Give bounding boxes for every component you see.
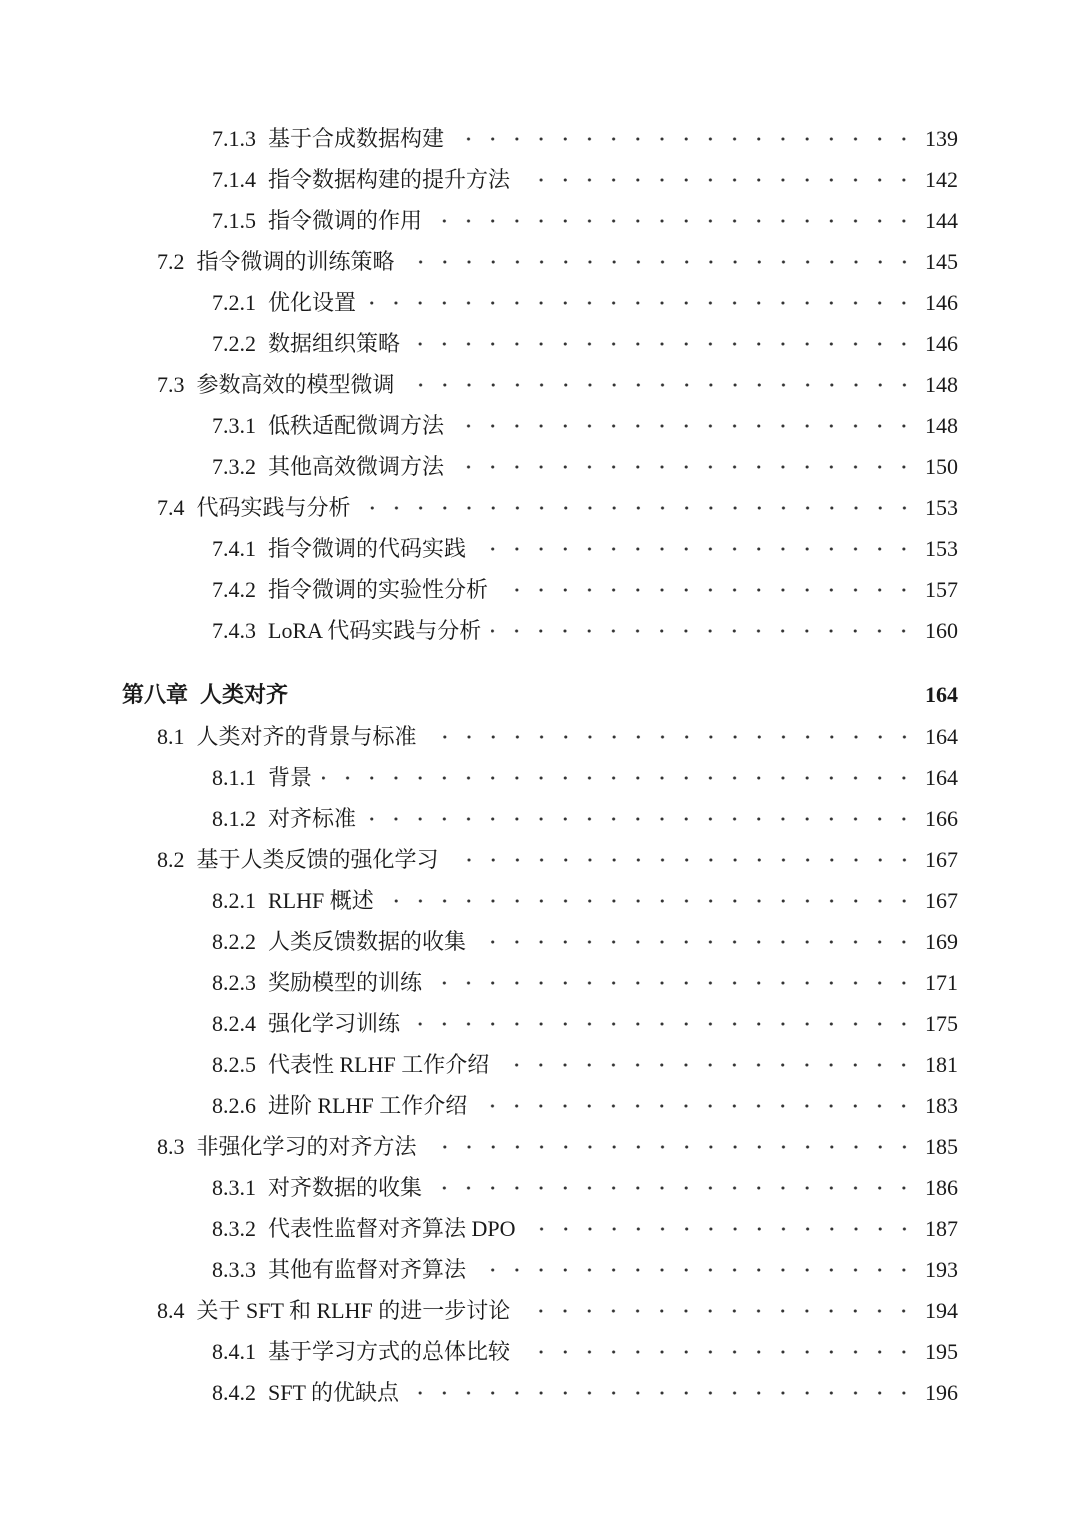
toc-entry-title: 基于学习方式的总体比较 [268, 1339, 511, 1364]
toc-entry-title: 强化学习训练 [268, 1011, 401, 1036]
toc-dot-leader [476, 1252, 920, 1288]
toc-entry-page-number: 169 [925, 929, 958, 954]
toc-dot-leader [454, 408, 920, 444]
toc-subsection-entry [212, 449, 958, 485]
toc-dot-leader [366, 285, 920, 321]
toc-entry-number: 7.3.1 [212, 413, 256, 438]
toc-dot-leader [499, 1047, 920, 1083]
toc-dot-leader [476, 924, 920, 960]
toc-subsection-entry [212, 1088, 958, 1124]
toc-dot-leader [454, 449, 920, 485]
toc-entry-title: 代表性监督对齐算法 DPO [268, 1216, 516, 1241]
toc-dot-leader [449, 842, 920, 878]
toc-entry-page-number: 164 [925, 724, 958, 749]
toc-entry-page-number: 183 [925, 1093, 958, 1118]
toc-section-entry [157, 719, 958, 755]
toc-entry-page-number: 181 [925, 1052, 958, 1077]
toc-entry-title: 指令微调的实验性分析 [268, 577, 489, 602]
toc-entry-title: 基于合成数据构建 [268, 126, 445, 151]
toc-dot-leader [405, 367, 920, 403]
toc-dot-leader [454, 121, 920, 157]
toc-entry-number: 8.2.4 [212, 1011, 256, 1036]
toc-entry-title: 代码实践与分析 [196, 495, 351, 520]
toc-entry-number: 7.2.2 [212, 331, 256, 356]
toc-entry-title: 数据组织策略 [268, 331, 401, 356]
toc-subsection-entry [212, 203, 958, 239]
toc-entry-number: 8.3.3 [212, 1257, 256, 1282]
toc-subsection-entry [212, 408, 958, 444]
toc-subsection-entry [212, 613, 958, 649]
toc-entry-title: 非强化学习的对齐方法 [196, 1134, 417, 1159]
toc-dot-leader [405, 244, 920, 280]
toc-subsection-entry [212, 1170, 958, 1206]
toc-entry-page-number: 167 [925, 888, 958, 913]
toc-entry-number: 7.2 [157, 249, 185, 274]
toc-entry-number: 8.2.6 [212, 1093, 256, 1118]
toc-entry-number: 7.2.1 [212, 290, 256, 315]
toc-entry-title: LoRA 代码实践与分析 [268, 618, 482, 643]
toc-dot-leader [526, 1211, 920, 1247]
toc-entry-title: 其他有监督对齐算法 [268, 1257, 467, 1282]
toc-entry-title: 指令数据构建的提升方法 [268, 167, 511, 192]
toc-entry-number: 8.1.2 [212, 806, 256, 831]
toc-subsection-entry [212, 1006, 958, 1042]
toc-entry-number: 7.1.5 [212, 208, 256, 233]
toc-dot-leader [410, 326, 920, 362]
toc-entry-number: 8.2.1 [212, 888, 256, 913]
toc-dot-leader [520, 1293, 920, 1329]
toc-dot-leader [427, 719, 920, 755]
toc-entry-page-number: 194 [925, 1298, 958, 1323]
toc-entry-page-number: 167 [925, 847, 958, 872]
toc-subsection-entry [212, 1334, 958, 1370]
toc-subsection-entry [212, 285, 958, 321]
toc-entry-page-number: 145 [925, 249, 958, 274]
toc-dot-leader [491, 613, 920, 649]
toc-entry-title: 优化设置 [268, 290, 357, 315]
toc-entry-title: 指令微调的作用 [268, 208, 423, 233]
toc-entry-page-number: 175 [925, 1011, 958, 1036]
toc-section-entry [157, 367, 958, 403]
toc-dot-leader [410, 1006, 920, 1042]
toc-entry-page-number: 185 [925, 1134, 958, 1159]
toc-subsection-entry [212, 572, 958, 608]
toc-entry-title: 指令微调的训练策略 [196, 249, 395, 274]
toc-entry-number: 8.3 [157, 1134, 185, 1159]
toc-entry-number: 7.4.2 [212, 577, 256, 602]
toc-entry-title: 人类对齐 [200, 682, 289, 707]
toc-chapter-entry [122, 677, 958, 713]
toc-entry-number: 7.1.4 [212, 167, 256, 192]
toc-subsection-entry [212, 531, 958, 567]
toc-entry-page-number: 146 [925, 290, 958, 315]
toc-entry-page-number: 150 [925, 454, 958, 479]
toc-entry-page-number: 187 [925, 1216, 958, 1241]
toc-subsection-entry [212, 121, 958, 157]
toc-entry-page-number: 148 [925, 413, 958, 438]
toc-entry-page-number: 166 [925, 806, 958, 831]
toc-entry-page-number: 148 [925, 372, 958, 397]
toc-subsection-entry [212, 1375, 958, 1411]
toc-dot-leader [409, 1375, 920, 1411]
toc-section-entry [157, 490, 958, 526]
toc-dot-leader [427, 1129, 920, 1165]
toc-dot-leader [432, 1170, 920, 1206]
toc-dot-leader [477, 1088, 920, 1124]
toc-entry-page-number: 157 [925, 577, 958, 602]
toc-entry-number: 7.4.1 [212, 536, 256, 561]
toc-entry-title: 低秩适配微调方法 [268, 413, 445, 438]
toc-dot-leader [432, 965, 920, 1001]
toc-subsection-entry [212, 1047, 958, 1083]
toc-subsection-entry [212, 1211, 958, 1247]
toc-entry-number: 8.4.1 [212, 1339, 256, 1364]
toc-entry-number: 8.2.3 [212, 970, 256, 995]
toc-dot-leader [476, 531, 920, 567]
toc-entry-number: 8.2 [157, 847, 185, 872]
toc-subsection-entry [212, 801, 958, 837]
toc-subsection-entry [212, 1252, 958, 1288]
toc-entry-number: 7.4 [157, 495, 185, 520]
toc-subsection-entry [212, 883, 958, 919]
toc-dot-leader [322, 760, 920, 796]
toc-entry-page-number: 142 [925, 167, 958, 192]
toc-entry-number: 8.3.1 [212, 1175, 256, 1200]
toc-entry-title: 进阶 RLHF 工作介绍 [268, 1093, 468, 1118]
toc-entry-title: 代表性 RLHF 工作介绍 [268, 1052, 490, 1077]
toc-subsection-entry [212, 162, 958, 198]
toc-entry-number: 8.4.2 [212, 1380, 256, 1405]
toc-subsection-entry [212, 965, 958, 1001]
toc-entry-page-number: 139 [925, 126, 958, 151]
toc-entry-number: 8.2.2 [212, 929, 256, 954]
toc-subsection-entry [212, 760, 958, 796]
toc-entry-page-number: 153 [925, 495, 958, 520]
toc-entry-title: RLHF 概述 [268, 888, 374, 913]
toc-entry-title: 人类反馈数据的收集 [268, 929, 467, 954]
toc-entry-title: 背景 [268, 765, 313, 790]
toc-dot-leader [366, 801, 920, 837]
toc-entry-title: 对齐数据的收集 [268, 1175, 423, 1200]
toc-entry-page-number: 160 [925, 618, 958, 643]
toc-entry-page-number: 171 [925, 970, 958, 995]
toc-entry-number: 7.3.2 [212, 454, 256, 479]
toc-entry-title: 指令微调的代码实践 [268, 536, 467, 561]
toc-entry-title: 关于 SFT 和 RLHF 的进一步讨论 [196, 1298, 511, 1323]
toc-dot-leader [384, 883, 920, 919]
toc-entry-title: SFT 的优缺点 [268, 1380, 400, 1405]
toc-section-entry [157, 842, 958, 878]
toc-entry-title: 奖励模型的训练 [268, 970, 423, 995]
toc-entry-title: 人类对齐的背景与标准 [196, 724, 417, 749]
toc-dot-leader [432, 203, 920, 239]
toc-entry-page-number: 164 [925, 765, 958, 790]
toc-dot-leader [498, 572, 920, 608]
toc-entry-number: 8.4 [157, 1298, 185, 1323]
toc-entry-page-number: 164 [925, 682, 958, 707]
toc-entry-title: 对齐标准 [268, 806, 357, 831]
toc-dot-leader [520, 1334, 920, 1370]
toc-entry-page-number: 195 [925, 1339, 958, 1364]
toc-dot-leader [520, 162, 920, 198]
toc-entry-page-number: 153 [925, 536, 958, 561]
toc-subsection-entry [212, 326, 958, 362]
toc-entry-page-number: 146 [925, 331, 958, 356]
toc-entry-page-number: 193 [925, 1257, 958, 1282]
toc-entry-number: 8.1 [157, 724, 185, 749]
toc-dot-leader [361, 490, 920, 526]
toc-entry-number: 第八章 [122, 682, 189, 707]
toc-entry-number: 7.4.3 [212, 618, 256, 643]
toc-entry-number: 8.2.5 [212, 1052, 256, 1077]
toc-entry-number: 8.3.2 [212, 1216, 256, 1241]
toc-entry-page-number: 144 [925, 208, 958, 233]
toc-entry-page-number: 186 [925, 1175, 958, 1200]
toc-entry-number: 7.1.3 [212, 126, 256, 151]
toc-entry-number: 8.1.1 [212, 765, 256, 790]
toc-subsection-entry [212, 924, 958, 960]
toc-entry-title: 基于人类反馈的强化学习 [196, 847, 439, 872]
toc-entry-number: 7.3 [157, 372, 185, 397]
toc-section-entry [157, 1293, 958, 1329]
toc-entry-title: 参数高效的模型微调 [196, 372, 395, 397]
toc-entry-title: 其他高效微调方法 [268, 454, 445, 479]
toc-entry-page-number: 196 [925, 1380, 958, 1405]
toc-section-entry [157, 1129, 958, 1165]
toc-section-entry [157, 244, 958, 280]
